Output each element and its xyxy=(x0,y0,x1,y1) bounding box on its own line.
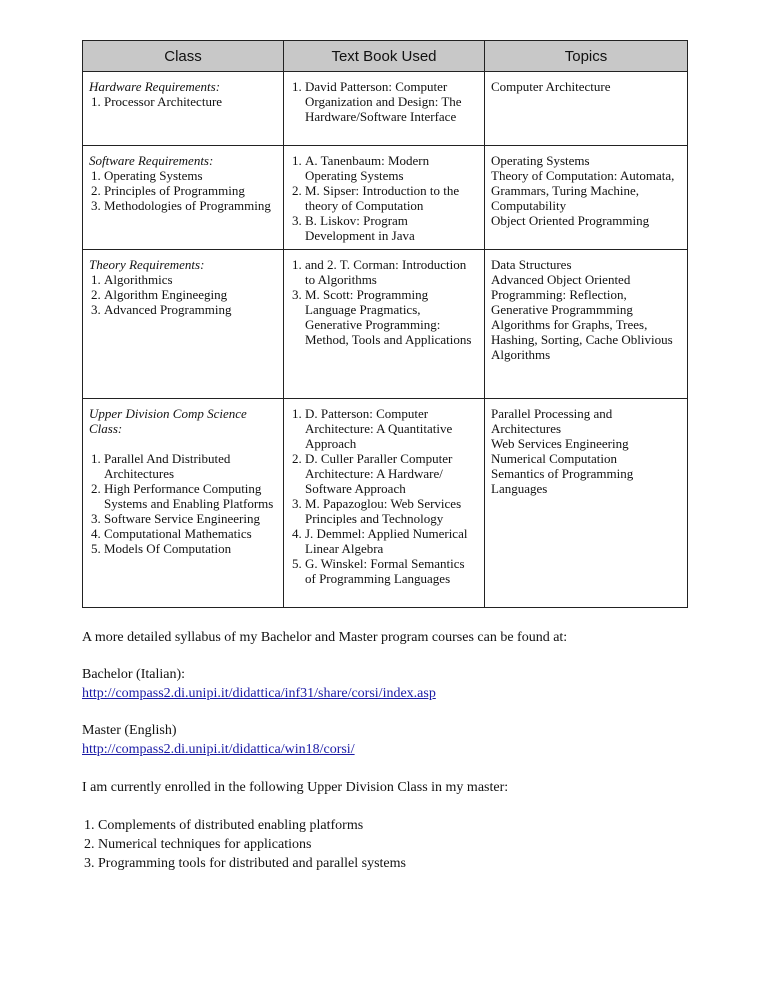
topic-item: Parallel Processing and Architectures xyxy=(491,406,613,436)
class-cell xyxy=(83,399,284,608)
list-item: 2. Numerical techniques for applications xyxy=(98,835,406,854)
class-item: 1. Algorithmics xyxy=(104,272,277,287)
class-item: 2. High Performance Computing Systems and Enabling Platforms xyxy=(104,481,277,511)
master-link[interactable]: http://compass2.di.unipi.it/didattica/win18/corsi/ xyxy=(82,742,355,757)
class-list xyxy=(89,94,277,109)
table-row xyxy=(83,399,688,608)
topic-item: Advanced Object Oriented Programming: Reflection, Generative Programmming xyxy=(491,272,633,317)
topic-item: Operating Systems xyxy=(491,153,590,168)
topic-item: Algorithms for Graphs, Trees, Hashing, Sorting, Cache Oblivious Algorithms xyxy=(491,317,673,362)
header-topics: Topics xyxy=(485,41,688,72)
class-item: 4. Computational Mathematics xyxy=(104,526,277,541)
class-item: 3. Methodologies of Programming xyxy=(104,198,277,213)
book-item: 4. J. Demmel: Applied Numerical Linear Algebra xyxy=(305,526,478,556)
topic-item: Data Structures xyxy=(491,257,572,272)
class-cell xyxy=(83,72,284,146)
book-item: 3. B. Liskov: Program Development in Java xyxy=(305,213,478,243)
book-item: 1. A. Tanenbaum: Modern Operating Systems xyxy=(305,153,478,183)
book-cell xyxy=(284,250,485,399)
topics-cell xyxy=(485,250,688,399)
list-item: 1. Complements of distributed enabling platforms xyxy=(98,816,406,835)
enrolled-list xyxy=(82,816,406,873)
class-item: 2. Algorithm Engineeging xyxy=(104,287,277,302)
book-list xyxy=(290,406,478,586)
intro-paragraph: A more detailed syllabus of my Bachelor and Master program courses can be found at: xyxy=(82,630,568,645)
class-cell xyxy=(83,146,284,250)
header-text-book: Text Book Used xyxy=(284,41,485,72)
class-list xyxy=(89,451,277,556)
class-heading: Theory Requirements: xyxy=(89,257,205,272)
topics-cell xyxy=(485,399,688,608)
class-heading: Upper Division Comp Science Class: xyxy=(89,406,247,436)
topic-item: Numerical Computation xyxy=(491,451,618,466)
table-row xyxy=(83,72,688,146)
topic-item: Theory of Computation: Automata, Grammars, Turing Machine, Computability xyxy=(491,168,675,213)
topics-cell xyxy=(485,146,688,250)
book-list xyxy=(290,79,478,124)
class-item: 1. Parallel And Distributed Architectures xyxy=(104,451,277,481)
topic-item: Semantics of Programming Languages xyxy=(491,466,634,496)
class-cell xyxy=(83,250,284,399)
book-item: 1. and 2. T. Corman: Introduction to Algorithms xyxy=(305,257,478,287)
book-list xyxy=(290,257,478,347)
table-row xyxy=(83,146,688,250)
class-item: 2. Principles of Programming xyxy=(104,183,277,198)
enrolled-intro: I am currently enrolled in the following Upper Division Class in my master: xyxy=(82,780,509,795)
list-item: 3. Programming tools for distributed and parallel systems xyxy=(98,854,406,873)
table-row xyxy=(83,250,688,399)
book-cell xyxy=(284,146,485,250)
master-label: Master (English) xyxy=(82,723,177,738)
book-item: 1. D. Patterson: Computer Architecture: A Quantitative Approach xyxy=(305,406,478,451)
class-list xyxy=(89,272,277,317)
book-item: 5. G. Winskel: Formal Semantics of Programming Languages xyxy=(305,556,478,586)
book-item: 2. D. Culler Paraller Computer Architecture: A Hardware/ Software Approach xyxy=(305,451,478,496)
bachelor-link[interactable]: http://compass2.di.unipi.it/didattica/inf31/share/corsi/index.asp xyxy=(82,686,436,701)
topics-cell xyxy=(485,72,688,146)
bachelor-link-line xyxy=(82,685,436,703)
book-list xyxy=(290,153,478,243)
book-cell xyxy=(284,72,485,146)
topic-item: Object Oriented Programming xyxy=(491,213,650,228)
syllabus-table xyxy=(82,40,688,608)
header-class: Class xyxy=(83,41,284,72)
class-item: 1. Processor Architecture xyxy=(104,94,277,109)
book-item: 2. M. Sipser: Introduction to the theory of Computation xyxy=(305,183,478,213)
book-item: 3. M. Papazoglou: Web Services Principles and Technology xyxy=(305,496,478,526)
class-heading: Hardware Requirements: xyxy=(89,79,221,94)
class-item: 3. Software Service Engineering xyxy=(104,511,277,526)
topic-item: Computer Architecture xyxy=(491,79,611,94)
master-link-line xyxy=(82,741,355,759)
book-item: 1. David Patterson: Computer Organization and Design: The Hardware/Software Interface xyxy=(305,79,478,124)
topic-item: Web Services Engineering xyxy=(491,436,629,451)
class-item: 1. Operating Systems xyxy=(104,168,277,183)
class-heading: Software Requirements: xyxy=(89,153,214,168)
class-item: 3. Advanced Programming xyxy=(104,302,277,317)
bachelor-label: Bachelor (Italian): xyxy=(82,667,186,682)
class-list xyxy=(89,168,277,213)
book-item: 3. M. Scott: Programming Language Pragmatics, Generative Programming: Method, Tools and Applications xyxy=(305,287,478,347)
book-cell xyxy=(284,399,485,608)
table-header-row xyxy=(83,41,688,72)
class-item: 5. Models Of Computation xyxy=(104,541,277,556)
